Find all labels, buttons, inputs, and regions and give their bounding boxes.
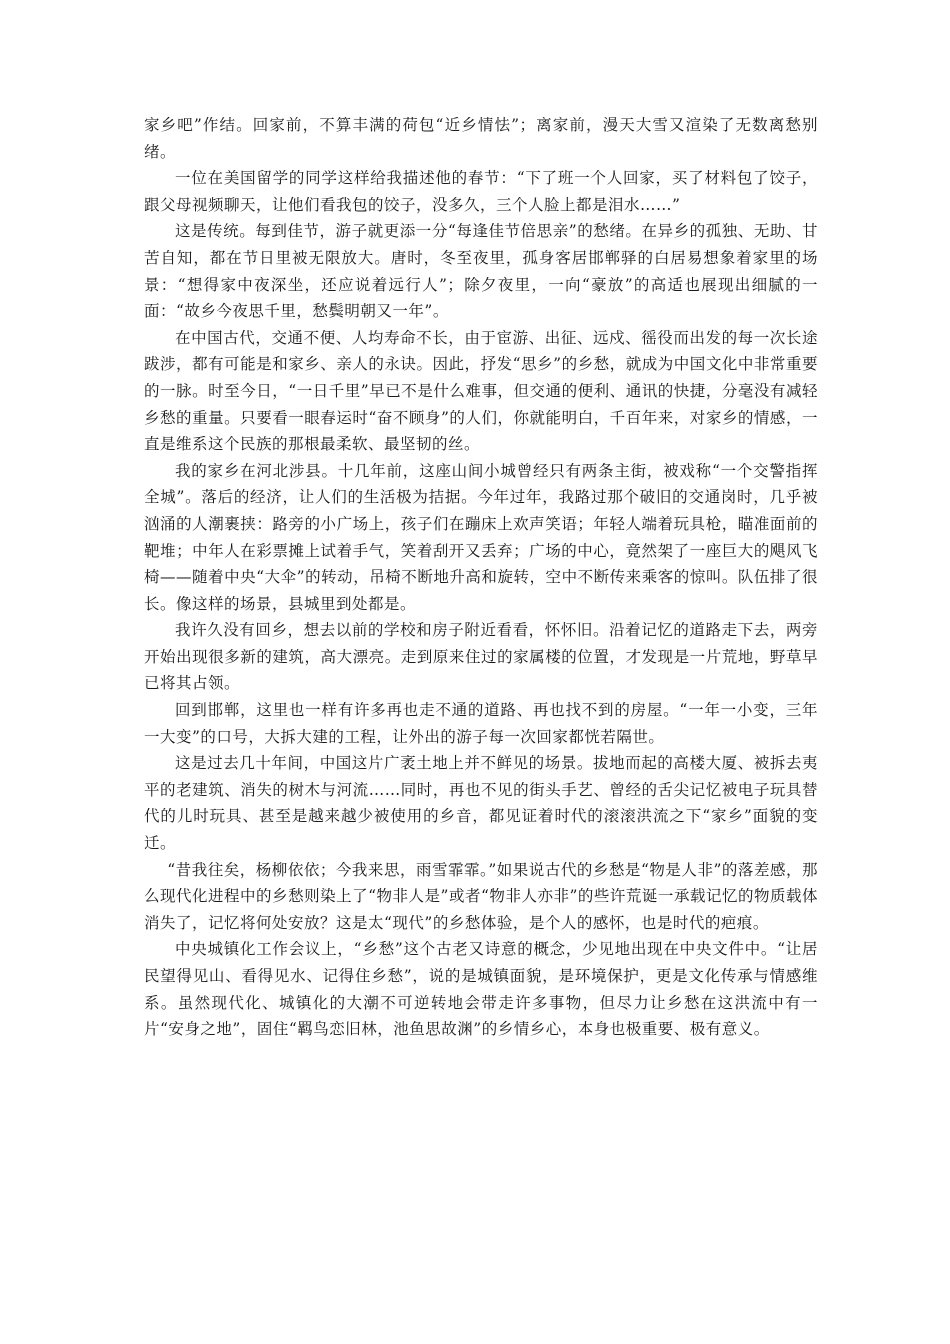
paragraph-4: 在中国古代，交通不便、人均寿命不长，由于宦游、出征、远戍、徭役而出发的每一次长途跋涉，都有可能是和家乡、亲人的永诀。因此，抒发“思乡”的乡愁，就成为中国文化中非常重要的一脉。时至今日，“一日千里”早已不是什么难事，但交通的便利、通讯的快捷，分毫没有减轻乡愁的重量。只要看一眼春运时“奋不顾身”的人们，你就能明白，千百年来，对家乡的情感，一直是维系这个民族的那根最柔软、最坚韧的丝。 xyxy=(144,328,818,454)
paragraph-7: 回到邯郸，这里也一样有许多再也走不通的道路、再也找不到的房屋。“一年一小变，三年一大变”的口号，大拆大建的工程，让外出的游子每一次回家都恍若隔世。 xyxy=(144,701,818,746)
paragraph-6: 我许久没有回乡，想去以前的学校和房子附近看看，怀怀旧。沿着记忆的道路走下去，两旁开始出现很多新的建筑，高大漂亮。走到原来住过的家属楼的位置，才发现是一片荒地，野草早已将其占领。 xyxy=(144,621,818,693)
paragraph-1: 家乡吧”作结。回家前，不算丰满的荷包“近乡情怯”；离家前，漫天大雪又渲染了无数离愁别绪。 xyxy=(144,116,818,161)
paragraph-10: 中央城镇化工作会议上，“乡愁”这个古老又诗意的概念，少见地出现在中央文件中。“让居民望得见山、看得见水、记得住乡愁”，说的是城镇面貌，是环境保护，更是文化传承与情感维系。虽然现代化、城镇化的大潮不可逆转地会带走许多事物，但尽力让乡愁在这洪流中有一片“安身之地”，固住“羁鸟恋旧林，池鱼思故渊”的乡情乡心，本身也极重要、极有意义。 xyxy=(144,940,818,1039)
paragraph-8: 这是过去几十年间，中国这片广袤土地上并不鲜见的场景。拔地而起的高楼大厦、被拆去夷平的老建筑、消失的树木与河流……同时，再也不见的街头手艺、曾经的舌尖记忆被电子玩具替代的儿时玩具、甚至是越来越少被使用的乡音，都见证着时代的滚滚洪流之下“家乡”面貌的变迁。 xyxy=(144,754,818,853)
document-body xyxy=(144,112,818,1043)
paragraph-3: 这是传统。每到佳节，游子就更添一分“每逢佳节倍思亲”的愁绪。在异乡的孤独、无助、甘苦自知，都在节日里被无限放大。唐时，冬至夜里，孤身客居邯郸驿的白居易想象着家里的场景：“想得家中夜深坐，还应说着远行人”；除夕夜里，一向“豪放”的高适也展现出细腻的一面：“故乡今夜思千里，愁鬓明朝又一年”。 xyxy=(144,222,818,321)
paragraph-2: 一位在美国留学的同学这样给我描述他的春节：“下了班一个人回家，买了材料包了饺子，跟父母视频聊天，让他们看我包的饺子，没多久，三个人脸上都是泪水……” xyxy=(144,169,818,214)
paragraph-5: 我的家乡在河北涉县。十几年前，这座山间小城曾经只有两条主街，被戏称“一个交警指挥全城”。落后的经济，让人们的生活极为拮据。今年过年，我路过那个破旧的交通岗时，几乎被汹涌的人潮裹挟：路旁的小广场上，孩子们在蹦床上欢声笑语；年轻人端着玩具枪，瞄准面前的靶堆；中年人在彩票摊上试着手气，笑着刮开又丢弃；广场的中心，竟然架了一座巨大的飓风飞椅——随着中央“大伞”的转动，吊椅不断地升高和旋转，空中不断传来乘客的惊叫。队伍排了很长。像这样的场景，县城里到处都是。 xyxy=(144,461,818,613)
paragraph-9: “昔我往矣，杨柳依依；今我来思，雨雪霏霏。”如果说古代的乡愁是“物是人非”的落差感，那么现代化进程中的乡愁则染上了“物非人是”或者“物非人亦非”的些许荒诞一承载记忆的物质载体消失了，记忆将何处安放？这是太“现代”的乡愁体验，是个人的感怀，也是时代的疤痕。 xyxy=(144,860,818,932)
